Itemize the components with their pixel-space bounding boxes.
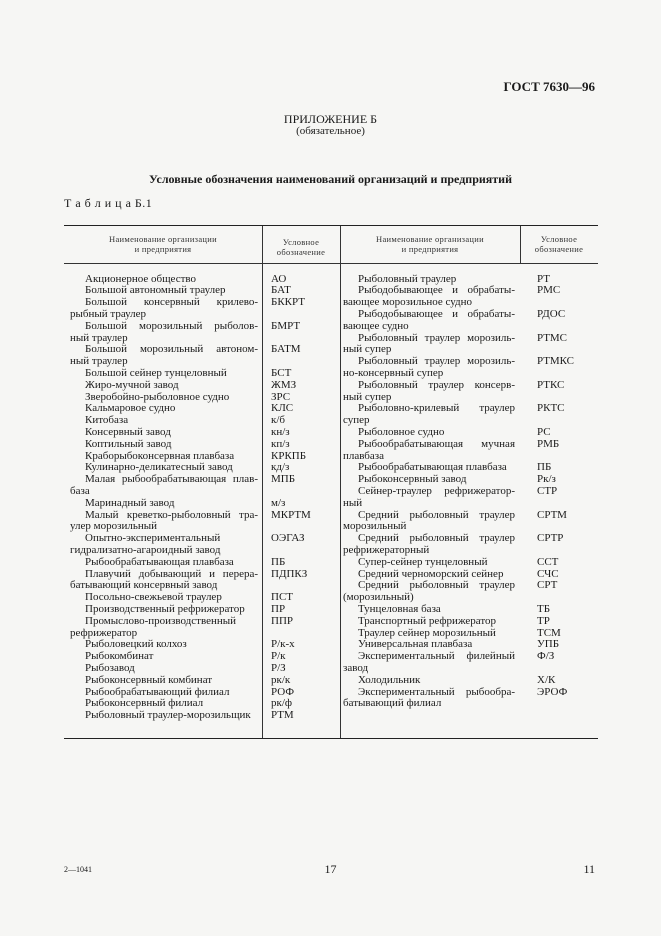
table-divider bbox=[340, 226, 341, 738]
row-name: Рыболовный траулер морозиль- bbox=[358, 331, 515, 344]
row-name: Средний рыболовный траулер bbox=[358, 532, 515, 545]
row-name: ный bbox=[343, 496, 363, 509]
row-code: КРКПБ bbox=[271, 449, 307, 462]
row-code: РТМС bbox=[537, 331, 567, 344]
row-code: РТМ bbox=[271, 709, 294, 722]
row-code: РС bbox=[537, 425, 551, 438]
appendix-title: ПРИЛОЖЕНИЕ Б bbox=[283, 112, 378, 126]
row-code: Р/к bbox=[271, 650, 286, 663]
header-line: и предприятия bbox=[401, 244, 459, 254]
row-name: Рыбодобывающее и обрабаты- bbox=[358, 307, 515, 320]
row-code: Рк/з bbox=[537, 473, 556, 486]
row-name: но-консервный супер bbox=[343, 366, 444, 379]
row-name: Рыболовно-крилевый траулер bbox=[358, 402, 515, 415]
row-code: РОФ bbox=[271, 685, 295, 698]
row-name: Средний черноморский сейнер bbox=[358, 567, 504, 580]
header-line: обозначение bbox=[276, 247, 326, 257]
row-code: СТР bbox=[537, 484, 558, 497]
row-code: РМС bbox=[537, 284, 561, 297]
row-name: Рыбообрабатывающий филиал bbox=[85, 685, 230, 698]
header-line: Наименование организации bbox=[109, 234, 217, 244]
row-code: МПБ bbox=[271, 473, 296, 486]
row-name: батывающий филиал bbox=[343, 697, 442, 710]
row-name: Супер-сейнер тунцеловный bbox=[358, 555, 488, 568]
standard-number: ГОСТ 7630—96 bbox=[503, 79, 595, 94]
row-name: Зверобойно-рыболовное судно bbox=[85, 390, 230, 403]
row-name: Тунцеловная база bbox=[358, 602, 441, 615]
row-name: Малая рыбообрабатывающая плав- bbox=[85, 473, 258, 486]
row-name: Большой автономный траулер bbox=[85, 284, 226, 297]
row-name: Экспериментальный рыбообра- bbox=[358, 685, 515, 698]
row-code: Р/З bbox=[271, 661, 286, 674]
row-name: Большой морозильный рыболов- bbox=[85, 319, 258, 332]
row-name: батывающий консервный завод bbox=[70, 579, 218, 592]
row-name: завод bbox=[343, 661, 369, 674]
row-code: ОЭГАЗ bbox=[271, 532, 305, 545]
row-name: вающее судно bbox=[343, 319, 409, 332]
row-code: ТСМ bbox=[537, 626, 561, 639]
row-code: СРТМ bbox=[537, 508, 567, 521]
row-code: ТР bbox=[537, 614, 550, 627]
row-code: к/б bbox=[271, 414, 285, 427]
row-name: Рыболовное судно bbox=[358, 425, 445, 438]
row-name: Рыбозавод bbox=[85, 661, 135, 674]
header-code-left bbox=[262, 237, 340, 257]
table-divider bbox=[262, 226, 263, 738]
row-code: СЧС bbox=[537, 567, 559, 580]
row-name: Опытно-экспериментальный bbox=[85, 532, 221, 545]
row-code: РДОС bbox=[537, 307, 566, 320]
row-name: Рыболовный траулер bbox=[358, 272, 457, 285]
row-code: БККРТ bbox=[271, 296, 305, 309]
row-name: Рыбоконсервный филиал bbox=[85, 697, 204, 710]
row-name: Рыбообрабатывающая мучная bbox=[358, 437, 515, 450]
header-line: Условное bbox=[282, 237, 320, 247]
header-rule bbox=[520, 263, 598, 264]
row-code: РМБ bbox=[537, 437, 560, 450]
row-name: Рыбодобывающее и обрабаты- bbox=[358, 284, 515, 297]
row-name: база bbox=[70, 484, 90, 497]
row-code: ПБ bbox=[271, 555, 286, 568]
header-line: и предприятия bbox=[134, 244, 192, 254]
row-name: Кулинарно-деликатесный завод bbox=[85, 461, 233, 474]
row-code: ПСТ bbox=[271, 591, 293, 604]
row-name: Малый креветко-рыболовный тра- bbox=[85, 508, 258, 521]
row-name: (морозильный) bbox=[343, 591, 414, 604]
row-name: Рыболовный траулер консерв- bbox=[358, 378, 515, 391]
row-name: Средний рыболовный траулер bbox=[358, 579, 515, 592]
row-code: Х/К bbox=[537, 673, 556, 686]
header-name-left bbox=[64, 234, 262, 254]
row-name: гидрализатно-агароидный завод bbox=[70, 543, 221, 556]
appendix-subtitle: (обязательное) bbox=[296, 125, 365, 137]
row-code: рк/ф bbox=[271, 697, 293, 710]
footer-page-number: 17 bbox=[324, 862, 337, 876]
row-name: Экспериментальный филейный bbox=[358, 650, 515, 663]
row-code: Ф/З bbox=[537, 650, 555, 663]
table-label: Т а б л и ц а Б.1 bbox=[64, 196, 153, 210]
row-code: ЗРС bbox=[271, 390, 291, 403]
row-code: рк/к bbox=[271, 673, 291, 686]
row-code: ПБ bbox=[537, 461, 552, 474]
row-code: кд/з bbox=[271, 461, 290, 474]
row-code: кп/з bbox=[271, 437, 290, 450]
header-rule bbox=[340, 263, 520, 264]
header-line: Условное bbox=[540, 234, 578, 244]
row-name: Рыбоконсервный завод bbox=[358, 473, 467, 486]
footer-page-right: 11 bbox=[583, 862, 595, 876]
row-code: ТБ bbox=[537, 602, 551, 615]
row-code: БАТ bbox=[271, 284, 291, 297]
header-code-right bbox=[520, 234, 598, 254]
row-name: Большой сейнер тунцеловный bbox=[85, 366, 227, 379]
header-rule bbox=[262, 263, 340, 264]
row-name: Кальмаровое судно bbox=[85, 402, 176, 415]
row-name: Транспортный рефрижератор bbox=[358, 614, 497, 627]
row-name: Сейнер-траулер рефрижератор- bbox=[358, 484, 515, 497]
row-name: рыбный траулер bbox=[70, 307, 147, 320]
header-name-right bbox=[340, 234, 520, 254]
row-name: Рыболовный траулер морозиль- bbox=[358, 355, 515, 368]
row-code: МКРТМ bbox=[271, 508, 311, 521]
row-name: Консервный завод bbox=[85, 425, 171, 438]
header-line: Наименование организации bbox=[376, 234, 484, 244]
row-name: Посольно-свежьевой траулер bbox=[85, 591, 222, 604]
row-name: рефрижераторный bbox=[343, 543, 430, 556]
row-name: Рыбообрабатывающая плавбаза bbox=[85, 555, 234, 568]
row-name: Рыболовецкий колхоз bbox=[85, 638, 187, 651]
row-code: ССТ bbox=[537, 555, 559, 568]
row-code: РТМКС bbox=[537, 355, 575, 368]
header-line: обозначение bbox=[534, 244, 584, 254]
row-name: Рыбоконсервный комбинат bbox=[85, 673, 213, 686]
row-code: БМРТ bbox=[271, 319, 301, 332]
row-name: Рыболовный траулер-морозильщик bbox=[85, 709, 251, 722]
row-name: Траулер сейнер морозильный bbox=[358, 626, 496, 639]
row-name: Средний рыболовный траулер bbox=[358, 508, 515, 521]
row-name: ный супер bbox=[343, 390, 392, 403]
row-code: СРТ bbox=[537, 579, 558, 592]
row-code: ПДПКЗ bbox=[271, 567, 308, 580]
row-code: ППР bbox=[271, 614, 294, 627]
row-name: ный супер bbox=[343, 343, 392, 356]
row-code: АО bbox=[271, 272, 287, 285]
row-name: супер bbox=[343, 414, 370, 427]
row-name: Производственный рефрижератор bbox=[85, 602, 245, 615]
row-code: РТКС bbox=[537, 378, 565, 391]
row-name: Большой морозильный автоном- bbox=[85, 343, 258, 356]
row-code: Р/к-х bbox=[271, 638, 295, 651]
section-title: Условные обозначения наименований организаций и предприятий bbox=[148, 172, 512, 186]
row-name: плавбаза bbox=[343, 449, 385, 462]
row-code: РТ bbox=[537, 272, 550, 285]
row-code: БСТ bbox=[271, 366, 292, 379]
row-name: Акционерное общество bbox=[85, 272, 197, 285]
row-name: Краборыбоконсервная плавбаза bbox=[85, 449, 235, 462]
row-name: Промыслово-производственный bbox=[85, 614, 237, 627]
row-name: вающее морозильное судно bbox=[343, 296, 473, 309]
row-name: улер морозильный bbox=[70, 520, 158, 533]
row-name: ный траулер bbox=[70, 355, 128, 368]
row-name: Маринадный завод bbox=[85, 496, 175, 509]
row-name: Рыбокомбинат bbox=[85, 650, 154, 663]
row-code: м/з bbox=[271, 496, 286, 509]
row-name: Рыбообрабатывающая плавбаза bbox=[358, 461, 507, 474]
row-name: морозильный bbox=[343, 520, 407, 533]
row-code: УПБ bbox=[537, 638, 560, 651]
row-code: ЭРОФ bbox=[537, 685, 568, 698]
header-rule bbox=[64, 263, 262, 264]
row-name: Плавучий добывающий и перера- bbox=[85, 567, 258, 580]
row-name: Китобаза bbox=[85, 414, 129, 427]
row-name: рефрижератор bbox=[70, 626, 138, 639]
row-code: ЖМЗ bbox=[271, 378, 297, 391]
row-name: ный траулер bbox=[70, 331, 128, 344]
footer-print-code: 2—1041 bbox=[64, 865, 92, 874]
row-name: Большой консервный крилево- bbox=[85, 296, 258, 309]
row-code: КЛС bbox=[271, 402, 294, 415]
row-code: РКТС bbox=[537, 402, 565, 415]
row-code: БАТМ bbox=[271, 343, 301, 356]
row-code: ПР bbox=[271, 602, 286, 615]
row-code: кн/з bbox=[271, 425, 290, 438]
row-name: Холодильник bbox=[358, 673, 421, 686]
row-name: Коптильный завод bbox=[85, 437, 172, 450]
designations-table bbox=[64, 225, 598, 739]
row-name: Жиро-мучной завод bbox=[85, 378, 179, 391]
row-code: СРТР bbox=[537, 532, 564, 545]
row-name: Универсальная плавбаза bbox=[358, 638, 473, 651]
